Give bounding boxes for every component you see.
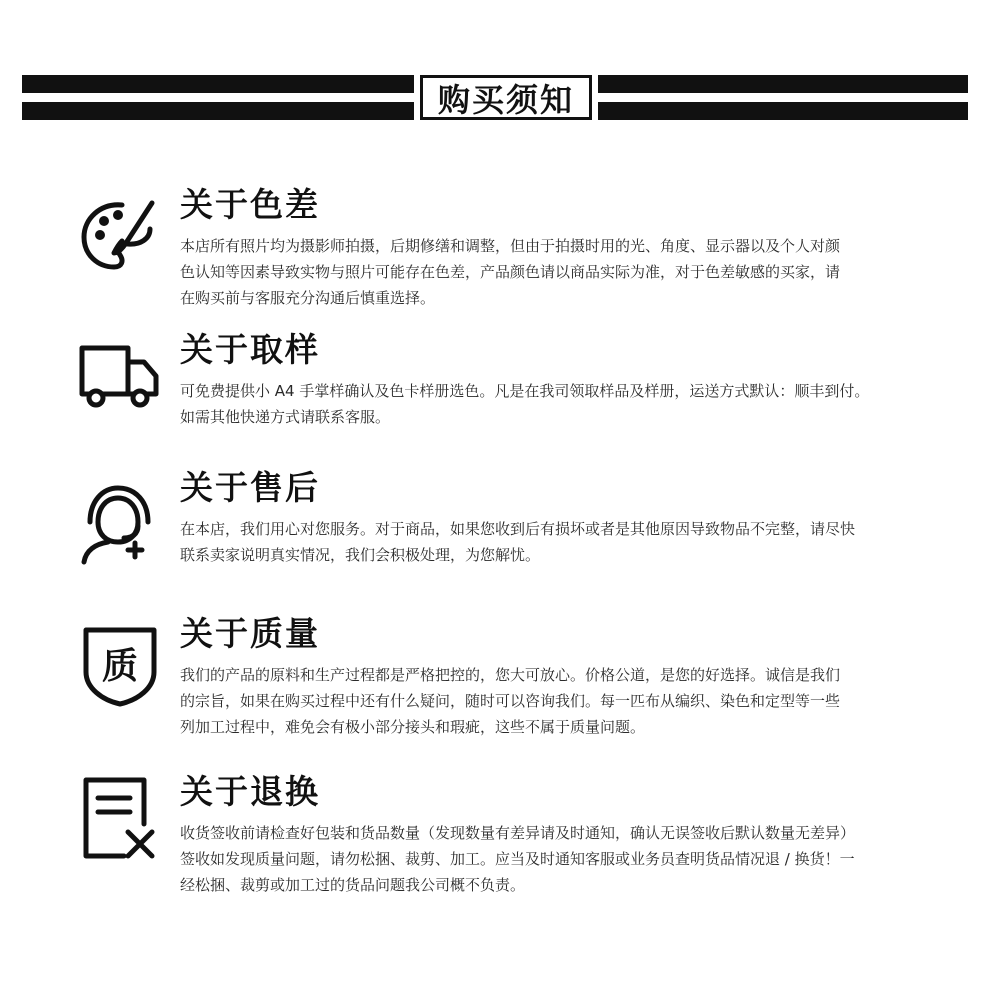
section-title: 关于退换 [180, 772, 320, 811]
description-line: 可免费提供小 A4 手掌样确认及色卡样册选色。凡是在我司领取样品及样册，运送方式默认：顺丰到付。 [180, 382, 870, 400]
description-line: 列加工过程中，难免会有极小部分接头和瑕疵，这些不属于质量问题。 [180, 718, 646, 736]
description-line: 在本店，我们用心对您服务。对于商品，如果您收到后有损坏或者是其他原因导致物品不完整，请尽快 [180, 520, 856, 538]
description-line: 联系卖家说明真实情况，我们会积极处理，为您解忧。 [180, 546, 541, 564]
section-description [180, 516, 920, 568]
quality-badge-char: 质 [101, 646, 138, 687]
section-title: 关于售后 [180, 468, 320, 507]
section-description [180, 662, 920, 740]
description-line: 收货签收前请检查好包装和货品数量（发现数量有差异请及时通知，确认无误签收后默认数量无差异） [180, 824, 856, 842]
description-line: 在购买前与客服充分沟通后慎重选择。 [180, 289, 436, 307]
truck-icon [78, 332, 162, 416]
section-title: 关于质量 [180, 614, 320, 653]
quality-shield-icon [78, 624, 162, 708]
description-line: 经松捆、裁剪或加工过的货品问题我公司概不负责。 [180, 876, 526, 894]
section-description [180, 233, 920, 311]
description-line: 我们的产品的原料和生产过程都是严格把控的，您大可放心。价格公道，是您的好选择。诚信是我们 [180, 666, 841, 684]
section-description [180, 378, 920, 430]
section-description [180, 820, 920, 898]
return-document-icon [78, 776, 162, 860]
description-line: 签收如发现质量问题，请勿松捆、裁剪、加工。应当及时通知客服或业务员查明货品情况退 / 换货！一 [180, 850, 855, 868]
description-line: 色认知等因素导致实物与照片可能存在色差，产品颜色请以商品实际为准，对于色差敏感的买家，请 [180, 263, 841, 281]
section-title: 关于色差 [180, 185, 320, 224]
description-line: 本店所有照片均为摄影师拍摄，后期修缮和调整，但由于拍摄时用的光、角度、显示器以及个人对颜 [180, 237, 841, 255]
palette-icon [78, 195, 162, 279]
banner-title: 购买须知 [420, 75, 592, 120]
description-line: 的宗旨，如果在购买过程中还有什么疑问，随时可以咨询我们。每一匹布从编织、染色和定型等一些 [180, 692, 841, 710]
customer-service-icon [78, 482, 162, 566]
banner [22, 75, 968, 120]
section-title: 关于取样 [180, 330, 320, 369]
description-line: 如需其他快递方式请联系客服。 [180, 408, 391, 426]
